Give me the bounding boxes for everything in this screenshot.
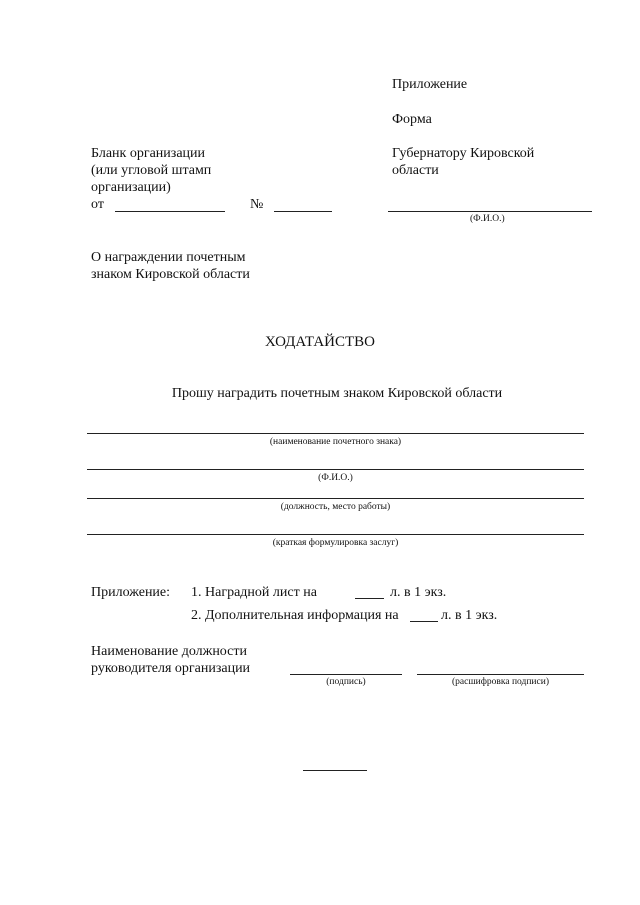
field-caption-award: (наименование почетного знака) xyxy=(269,437,402,447)
decode-caption: (расшифровка подписи) xyxy=(452,677,549,687)
attachment-item2-suffix: л. в 1 экз. xyxy=(441,608,498,623)
form-label: Форма xyxy=(392,112,432,127)
addressee-fio-caption: (Ф.И.О.) xyxy=(470,214,505,224)
blank-line3: организации) xyxy=(91,180,171,195)
field-caption-fio: (Ф.И.О.) xyxy=(318,473,353,483)
attachments-label: Приложение: xyxy=(91,585,171,600)
sign-caption: (подпись) xyxy=(326,677,366,687)
blank-line2: (или угловой штамп xyxy=(91,163,212,178)
field-caption-merits: (краткая формулировка заслуг) xyxy=(272,538,399,548)
signature-line1: Наименование должности xyxy=(91,644,247,659)
number-line xyxy=(274,211,332,212)
field-line-award xyxy=(87,433,584,434)
attachment-item1-line xyxy=(355,598,384,599)
request-text: Прошу наградить почетным знаком Кировской области xyxy=(171,386,503,401)
field-line-fio xyxy=(87,469,584,470)
field-line-merits xyxy=(87,534,584,535)
appendix-label: Приложение xyxy=(392,77,468,92)
signature-line2: руководителя организации xyxy=(91,661,251,676)
subject-line2: знаком Кировской области xyxy=(91,267,250,282)
addressee-line2: области xyxy=(392,163,439,178)
addressee-line1: Губернатору Кировской xyxy=(392,146,535,161)
blank-line1: Бланк организации xyxy=(91,146,206,161)
subject-line1: О награждении почетным xyxy=(91,250,246,265)
document-title: ХОДАТАЙСТВО xyxy=(265,334,375,350)
attachment-item2-line xyxy=(410,621,438,622)
attachment-item1-suffix: л. в 1 экз. xyxy=(390,585,447,600)
attachment-item1-prefix: 1. Наградной лист на xyxy=(191,585,317,600)
decode-line xyxy=(417,674,584,675)
number-label: № xyxy=(250,197,264,212)
date-line xyxy=(115,211,225,212)
addressee-fio-line xyxy=(388,211,592,212)
field-caption-position: (должность, место работы) xyxy=(280,502,391,512)
sign-line xyxy=(290,674,402,675)
attachment-item2-prefix: 2. Дополнительная информация на xyxy=(191,608,399,623)
field-line-position xyxy=(87,498,584,499)
from-label: от xyxy=(91,197,104,212)
closing-separator xyxy=(303,770,367,771)
